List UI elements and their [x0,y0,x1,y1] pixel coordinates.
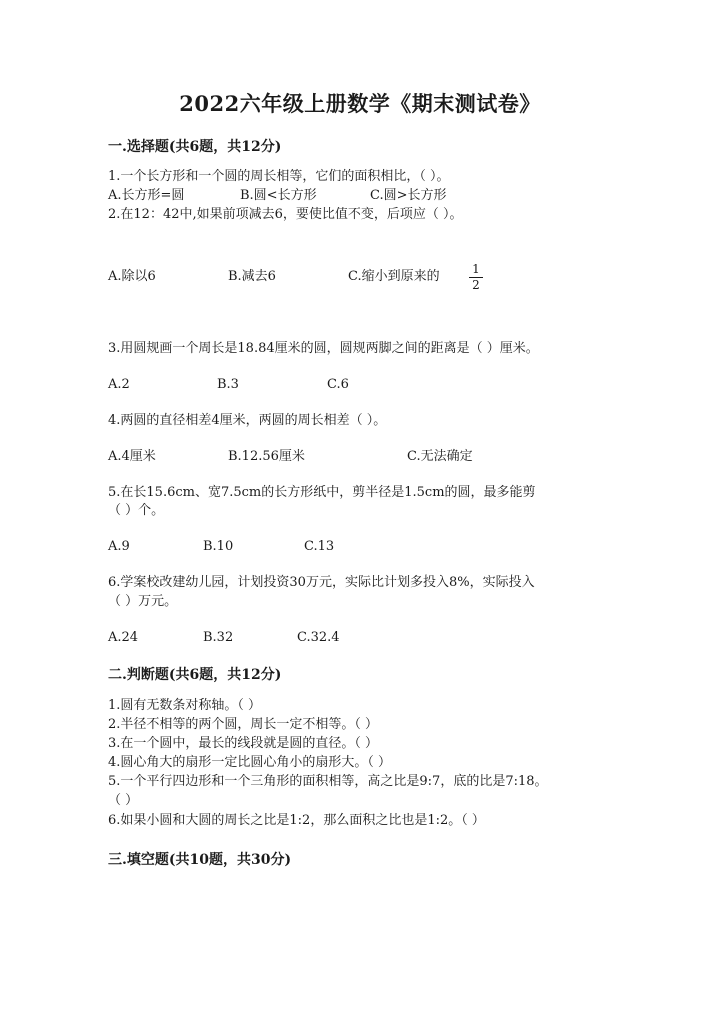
fraction-denominator: 2 [472,278,480,292]
section-heading-judgement: 二.判断题(共6题，共12分) [108,667,282,683]
question-1-option-c: C.圆>长方形 [370,188,447,203]
question-5-stem-line2: （ ）个。 [108,503,165,518]
question-5-stem-line1: 5.在长15.6cm、宽7.5cm的长方形纸中，剪半径是1.5cm的圆，最多能剪 [108,485,536,500]
question-6-stem-line1: 6.学案校改建幼儿园，计划投资30万元，实际比计划多投入8%，实际投入 [108,575,535,590]
judgement-item-5: 5.一个平行四边形和一个三角形的面积相等，高之比是9:7，底的比是7:18。 [108,774,548,789]
question-5-option-b: B.10 [203,539,234,554]
judgement-item-1: 1.圆有无数条对称轴。（ ） [108,698,262,713]
question-4-stem: 4.两圆的直径相差4厘米，两圆的周长相差（ ）。 [108,413,387,428]
judgement-item-6: 6.如果小圆和大圆的周长之比是1:2，那么面积之比也是1:2。（ ） [108,813,485,828]
question-4-option-b: B.12.56厘米 [228,449,305,464]
section-heading-fill-blank: 三.填空题(共10题，共30分) [108,852,292,868]
question-5-option-c: C.13 [304,539,335,554]
question-1-option-b: B.圆<长方形 [240,188,317,203]
question-5-option-a: A.9 [108,539,130,554]
question-2-stem: 2.在12：42中,如果前项减去6，要使比值不变，后项应（ ）。 [108,207,463,222]
question-6-option-b: B.32 [203,630,234,645]
judgement-item-3: 3.在一个圆中，最长的线段就是圆的直径。（ ） [108,736,379,751]
question-1-option-a: A.长方形=圆 [108,188,185,203]
question-2-option-a: A.除以6 [108,269,156,284]
judgement-item-2: 2.半径不相等的两个圆，周长一定不相等。（ ） [108,717,379,732]
question-3-stem: 3.用圆规画一个周长是18.84厘米的圆，圆规两脚之间的距离是（ ）厘米。 [108,341,539,356]
question-6-option-a: A.24 [108,630,139,645]
question-3-option-a: A.2 [108,377,130,392]
question-1-stem: 1.一个长方形和一个圆的周长相等，它们的面积相比，（ ）。 [108,169,450,184]
question-3-option-b: B.3 [217,377,239,392]
question-4-option-c: C.无法确定 [407,449,473,464]
fraction-one-half [469,263,483,292]
judgement-item-5-bracket: （ ） [108,793,139,808]
question-6-option-c: C.32.4 [297,630,340,645]
question-4-option-a: A.4厘米 [108,449,156,464]
question-2-option-b: B.减去6 [228,269,276,284]
question-6-stem-line2: （ ）万元。 [108,594,178,609]
page-title: 2022六年级上册数学《期末测试卷》 [179,91,541,116]
question-3-option-c: C.6 [327,377,349,392]
question-2-option-c: C.缩小到原来的 [348,269,440,284]
section-heading-choice: 一.选择题(共6题，共12分) [108,139,282,155]
judgement-item-4: 4.圆心角大的扇形一定比圆心角小的扇形大。（ ） [108,755,392,770]
fraction-numerator: 1 [472,262,480,276]
